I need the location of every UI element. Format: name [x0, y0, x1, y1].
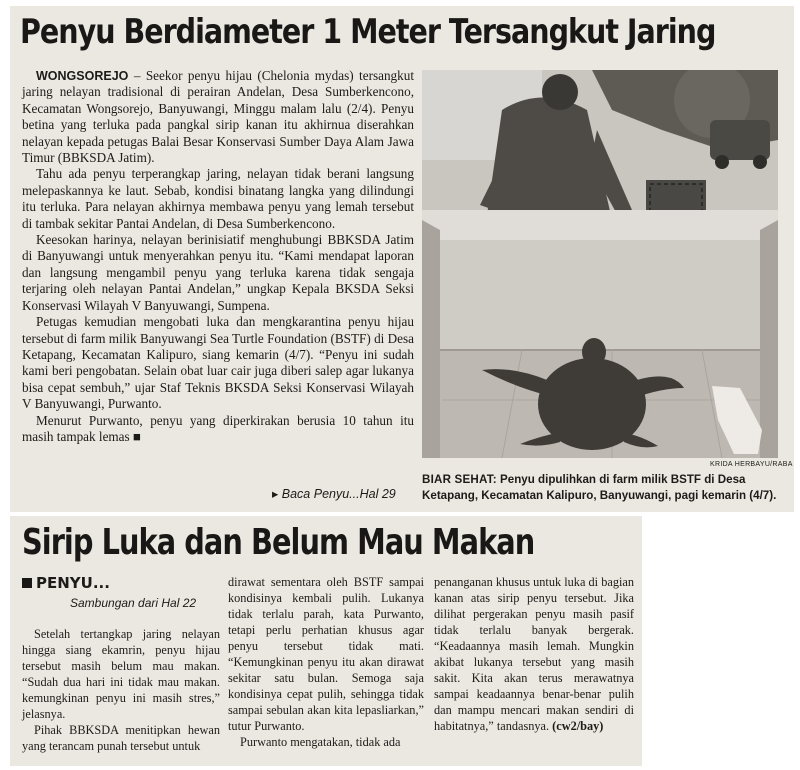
continued-on-reference: ▸ Baca Penyu...Hal 29 — [272, 487, 396, 501]
caption-label: BIAR SEHAT: — [422, 473, 497, 486]
top-article-clipping — [10, 6, 794, 512]
column-1 — [22, 626, 220, 754]
paragraph: penanganan khusus untuk luka di bagian kanan atas sirip penyu tersebut. Jika dilihat pergerakan penyu masih pasif tidak terlalu banyak bergerak. “Keadaannya masih lemah. Mungkin akibat lukanya tersebut yang masih sakit. Kita akan terus merawatnya sampai keadaannya benar-benar pulih dan mampu mencari makan sendiri di habitatnya,” tandasnya. (cw2/bay) — [434, 575, 634, 733]
photo-credit: KRIDA HERBAYU/RABA — [710, 461, 793, 468]
kicker: PENYU... — [22, 574, 110, 592]
paragraph-1: WONGSOREJO – Seekor penyu hijau (Chelonia mydas) tersangkut jaring nelayan tradisional di perairan Andelan, Desa Sumberkencono, Kecamatan Wongsorejo, Banyuwangi, Minggu malam lalu (2/4). Penyu betina yang terluka pada pangkal sirip kanan itu akhirnua diserahkan nelayan kepada petugas Balai Besar Konservasi Sumber Daya Alam Jawa Timur (BBKSDA Jatim). — [22, 68, 414, 166]
continued-from: Sambungan dari Hal 22 — [70, 596, 197, 610]
paragraph: Setelah tertangkap jaring nelayan hingga siang ekamrin, penyu hijau tersebut masih belum mau makan. “Sudah dua hari ini tidak mau makan. kemungkinan penyu ini masih stres,” jelasnya. — [22, 627, 220, 721]
paragraph-4: Petugas kemudian mengobati luka dan mengkarantina penyu hijau tersebut di farm milik Banyuwangi Sea Turtle Foundation (BSTF) di Desa Ketapang, Kecamatan Kalipuro, siang kemarin (4/7). “Penyu ini sudah kami beri pengobatan. Selain obat luar cair juga diberi salep agar lukanya bisa cepat sembuh,” ujar Staf Teknis BKSDA Seksi Konservasi Wilayah V Banyuwangi, Purwanto. — [22, 314, 414, 412]
dateline: WONGSOREJO — [36, 69, 129, 83]
photo-caption — [422, 472, 784, 504]
caption-text: Penyu dipulihkan di farm milik BSTF di Desa Ketapang, Kecamatan Kalipuro, Banyuwangi, pagi kemarin (4/7). — [422, 473, 777, 502]
column-3 — [434, 574, 634, 734]
arrow-right-icon: ▸ — [272, 487, 279, 501]
square-bullet-icon — [22, 578, 32, 588]
author-code: (cw2/bay) — [552, 719, 604, 733]
paragraph: Purwanto mengatakan, tidak ada — [240, 735, 401, 749]
paragraph-3: Keesokan harinya, nelayan berinisiatif menghubungi BBKSDA Jatim di Banyuwangi untuk menyerahkan penyu itu. “Kami mendapat laporan dan langsung mengambil penyu yang terluka karena tidak sengaja terjaring oleh nelayan Pantai Andelan,” ungkap Kepala BKSDA Seksi Konservasi Wilayah V Banyuwangi, Sumpena. — [22, 232, 414, 313]
turtle-photo — [422, 70, 778, 458]
column-2 — [228, 574, 424, 750]
paragraph: dirawat sementara oleh BSTF sampai kondisinya kembali pulih. Lukanya tidak terlalu parah, kata Purwanto, tetapi perlu perhatian khusus agar penyu tersebut tidak mati. “Kemungkinan penyu itu akan dirawat sekitar satu bulan. Semoga saja kondisinya cepat pulih, sehingga tidak sampai sebulan akan kita lepasliarkan,” tutur Purwanto. — [228, 575, 424, 733]
paragraph-2: Tahu ada penyu terperangkap jaring, nelayan tidak berani langsung melepaskannya ke laut. Sebab, kondisi binatang langka yang dilindungi itu terluka. Para nelayan akhirnya membawa penyu yang lemah tersebut di tambak sekitar Pantai Andelan, di Desa Sumberkencono. — [22, 166, 414, 231]
article-body — [22, 68, 414, 445]
continuation-headline: Sirip Luka dan Belum Mau Makan — [22, 522, 535, 563]
paragraph-5: Menurut Purwanto, penyu yang diperkirakan berusia 10 tahun itu masih tampak lemas ■ — [22, 412, 414, 444]
photo-illustration — [422, 70, 778, 458]
continuation-clipping — [10, 516, 642, 766]
paragraph: Pihak BBKSDA menitipkan hewan yang terancam punah tersebut untuk — [22, 723, 220, 753]
article-headline: Penyu Berdiameter 1 Meter Tersangkut Jaring — [20, 12, 716, 52]
